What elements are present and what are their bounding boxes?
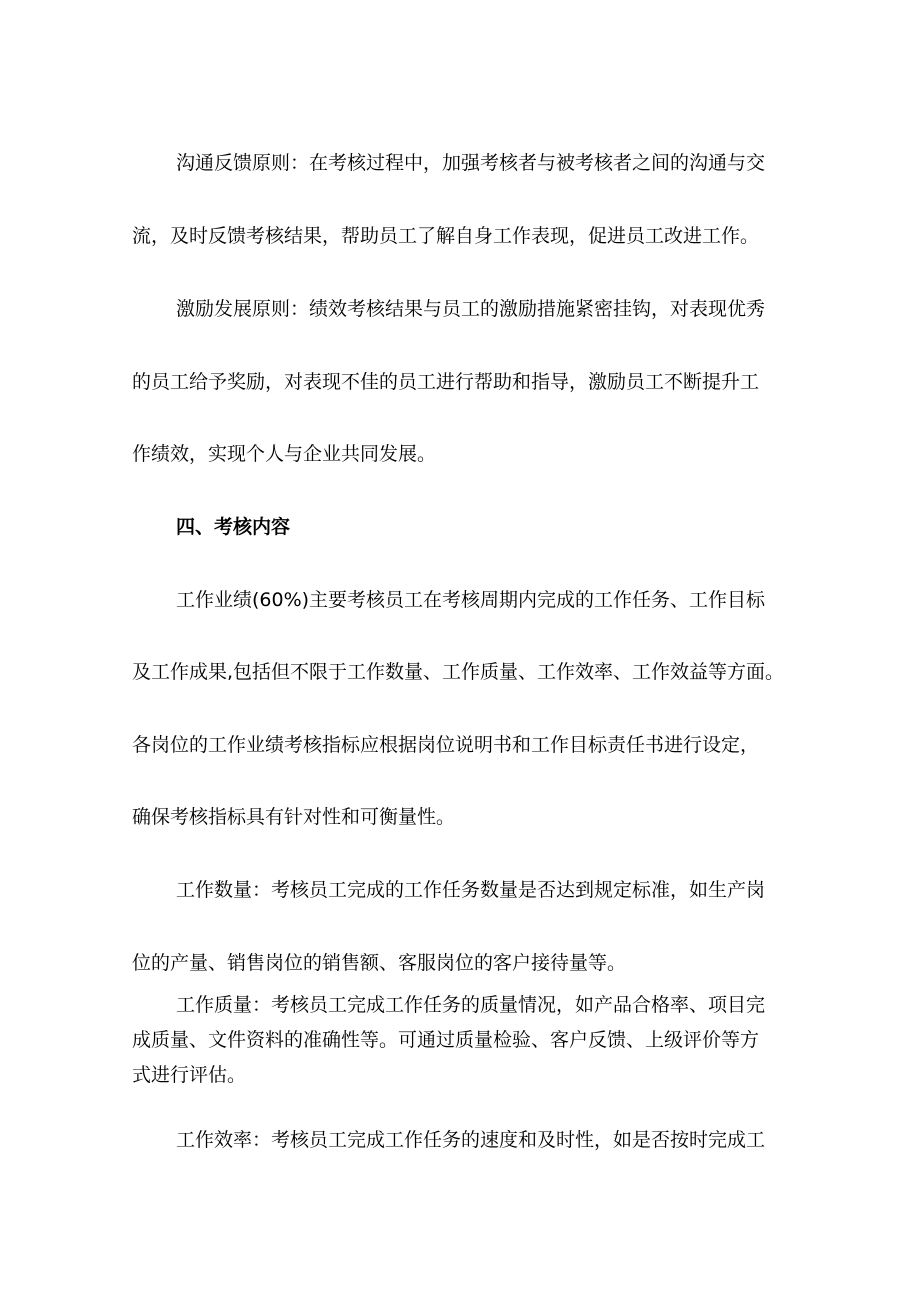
paragraph-performance-line-3: 各岗位的工作业绩考核指标应根据岗位说明书和工作目标责任书进行设定，	[132, 734, 760, 756]
paragraph-incentive-line-3: 作绩效，实现个人与企业共同发展。	[132, 443, 437, 465]
paragraph-incentive-line-2: 的员工给予奖励，对表现不佳的员工进行帮助和指导，激励员工不断提升工	[132, 371, 760, 393]
paragraph-quality-line-1: 工作质量：考核员工完成工作任务的质量情况，如产品合格率、项目完	[176, 994, 766, 1016]
paragraph-quality-line-2: 成质量、文件资料的准确性等。可通过质量检验、客户反馈、上级评价等方	[132, 1029, 760, 1051]
paragraph-efficiency-line-1: 工作效率：考核员工完成工作任务的速度和及时性，如是否按时完成工	[176, 1129, 766, 1151]
paragraph-performance-line-1: 工作业绩(60%)主要考核员工在考核周期内完成的工作任务、工作目标	[176, 589, 766, 611]
paragraph-performance-line-4: 确保考核指标具有针对性和可衡量性。	[132, 806, 456, 828]
paragraph-performance-line-2: 及工作成果,包括但不限于工作数量、工作质量、工作效率、工作效益等方面。	[132, 661, 785, 683]
paragraph-quality-line-3: 式进行评估。	[132, 1064, 247, 1086]
paragraph-incentive-line-1: 激励发展原则：绩效考核结果与员工的激励措施紧密挂钩，对表现优秀	[176, 298, 766, 320]
paragraph-communication-line-1: 沟通反馈原则：在考核过程中，加强考核者与被考核者之间的沟通与交	[176, 152, 766, 174]
paragraph-quantity-line-1: 工作数量：考核员工完成的工作任务数量是否达到规定标准，如生产岗	[176, 879, 766, 901]
paragraph-communication-line-2: 流，及时反馈考核结果，帮助员工了解自身工作表现，促进员工改进工作。	[132, 225, 760, 247]
section-heading: 四、考核内容	[176, 516, 291, 538]
paragraph-quantity-line-2: 位的产量、销售岗位的销售额、客服岗位的客户接待量等。	[132, 952, 627, 974]
